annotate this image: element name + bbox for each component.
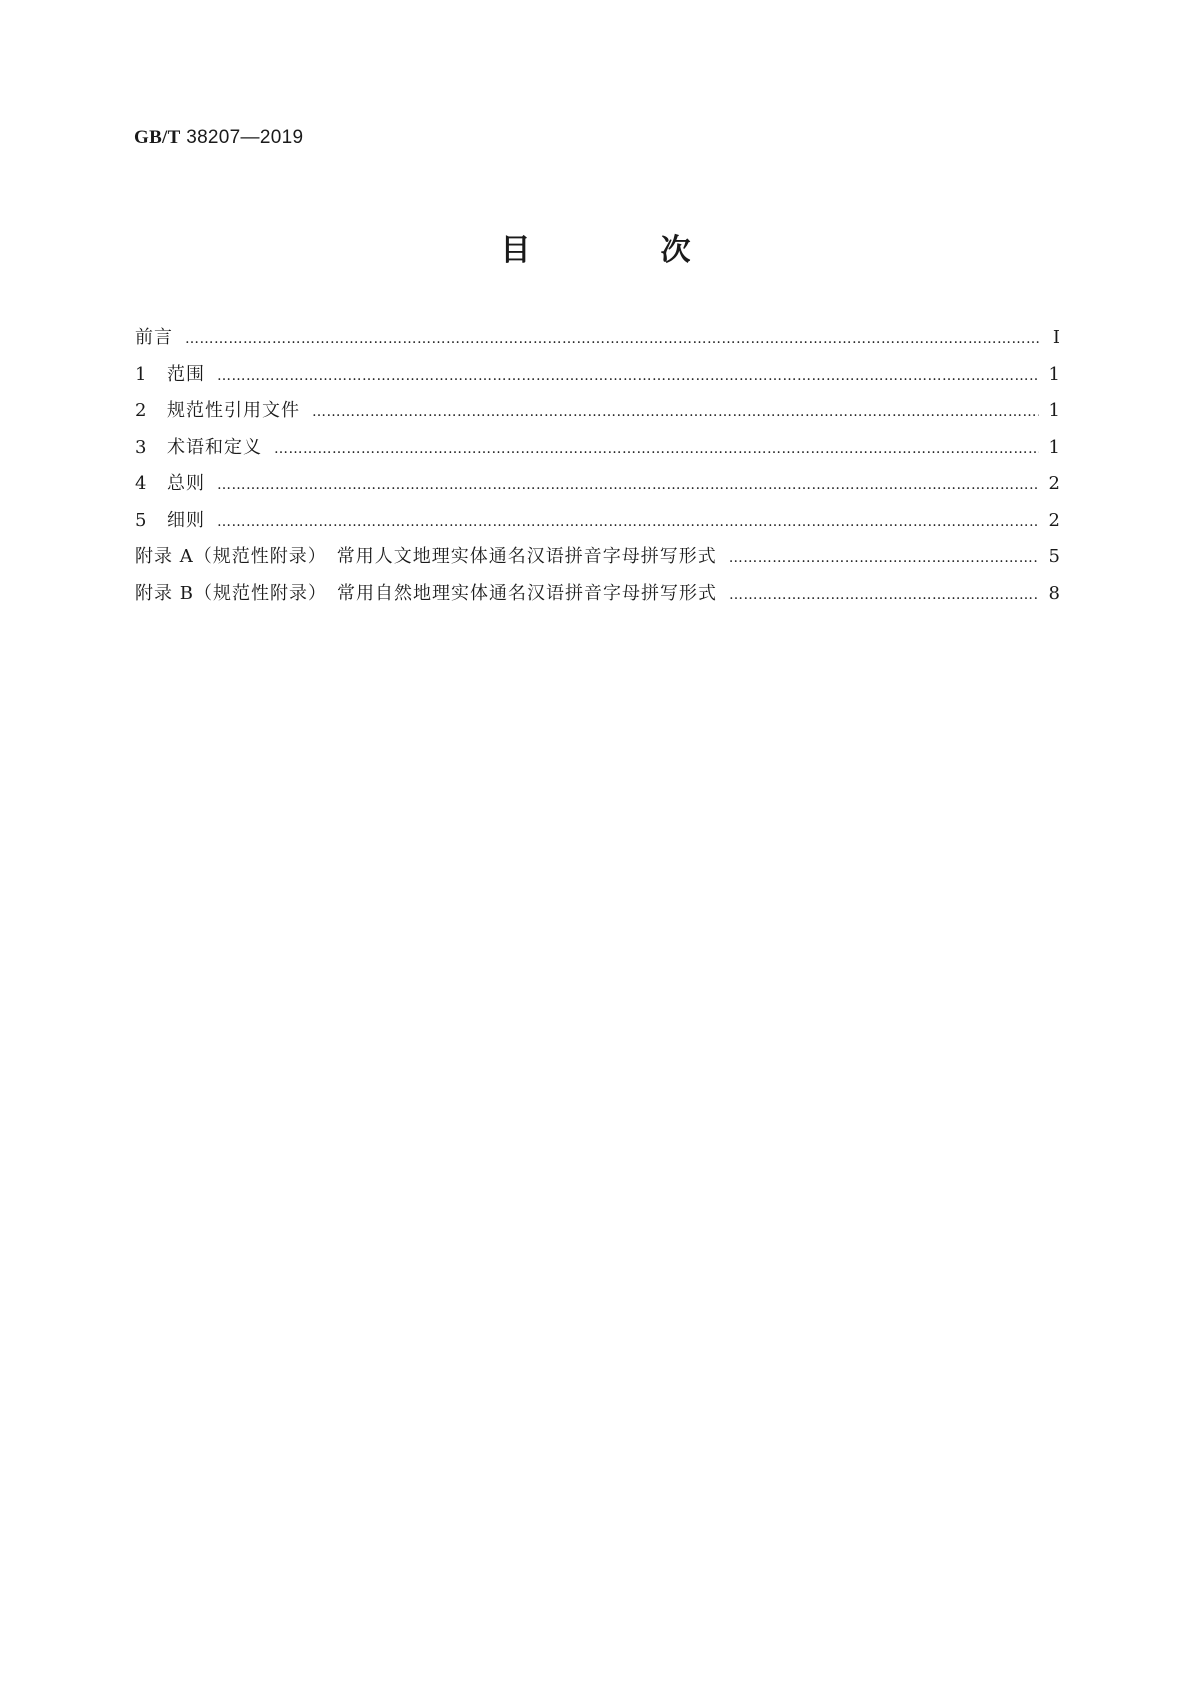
table-of-contents — [135, 323, 1060, 615]
dot-leader — [185, 331, 1039, 347]
toc-entry-page: 1 — [1048, 400, 1060, 421]
toc-entry-page: Ⅰ — [1052, 327, 1060, 348]
dot-leader — [217, 514, 1039, 530]
toc-entry-terms-definitions[interactable] — [135, 433, 1060, 470]
dot-leader — [217, 477, 1039, 493]
toc-entry-general-rules[interactable] — [135, 469, 1060, 506]
toc-entry-label: 规范性引用文件 — [167, 400, 300, 421]
toc-entry-number: 5 — [135, 509, 147, 531]
toc-entry-label: 附录 B（规范性附录） 常用自然地理实体通名汉语拼音字母拼写形式 — [135, 582, 717, 604]
toc-entry-label: 术语和定义 — [167, 436, 262, 458]
toc-entry-annex-b[interactable] — [135, 579, 1060, 616]
toc-entry-number: 2 — [135, 400, 147, 421]
toc-entry-page: 1 — [1048, 436, 1060, 458]
toc-entry-scope[interactable] — [135, 360, 1060, 397]
toc-entry-number: 3 — [135, 436, 147, 458]
toc-entry-label: 范围 — [167, 363, 205, 385]
toc-entry-label: 附录 A（规范性附录） 常用人文地理实体通名汉语拼音字母拼写形式 — [135, 546, 717, 567]
dot-leader — [729, 587, 1039, 603]
toc-entry-number: 1 — [135, 363, 147, 385]
toc-entry-page: 8 — [1048, 582, 1060, 604]
toc-entry-annex-a[interactable] — [135, 542, 1060, 579]
dot-leader — [312, 404, 1039, 420]
toc-entry-normative-references[interactable] — [135, 396, 1060, 433]
standard-identifier — [134, 127, 303, 149]
page-title: 目 次 — [500, 233, 741, 268]
toc-entry-page: 1 — [1048, 363, 1060, 385]
dot-leader — [274, 441, 1039, 457]
dot-leader — [217, 368, 1039, 384]
toc-entry-label: 前言 — [135, 327, 173, 348]
toc-entry-label: 总则 — [167, 473, 205, 494]
toc-entry-number: 4 — [135, 473, 147, 494]
toc-entry-label: 细则 — [167, 509, 205, 531]
toc-entry-page: 2 — [1048, 509, 1060, 531]
toc-entry-detailed-rules[interactable] — [135, 506, 1060, 543]
toc-entry-page: 5 — [1048, 546, 1060, 567]
toc-entry-foreword[interactable] — [135, 323, 1060, 360]
toc-entry-page: 2 — [1048, 473, 1060, 494]
standard-code: GB/T — [134, 127, 181, 148]
dot-leader — [729, 550, 1039, 566]
standard-number: 38207—2019 — [186, 127, 304, 148]
